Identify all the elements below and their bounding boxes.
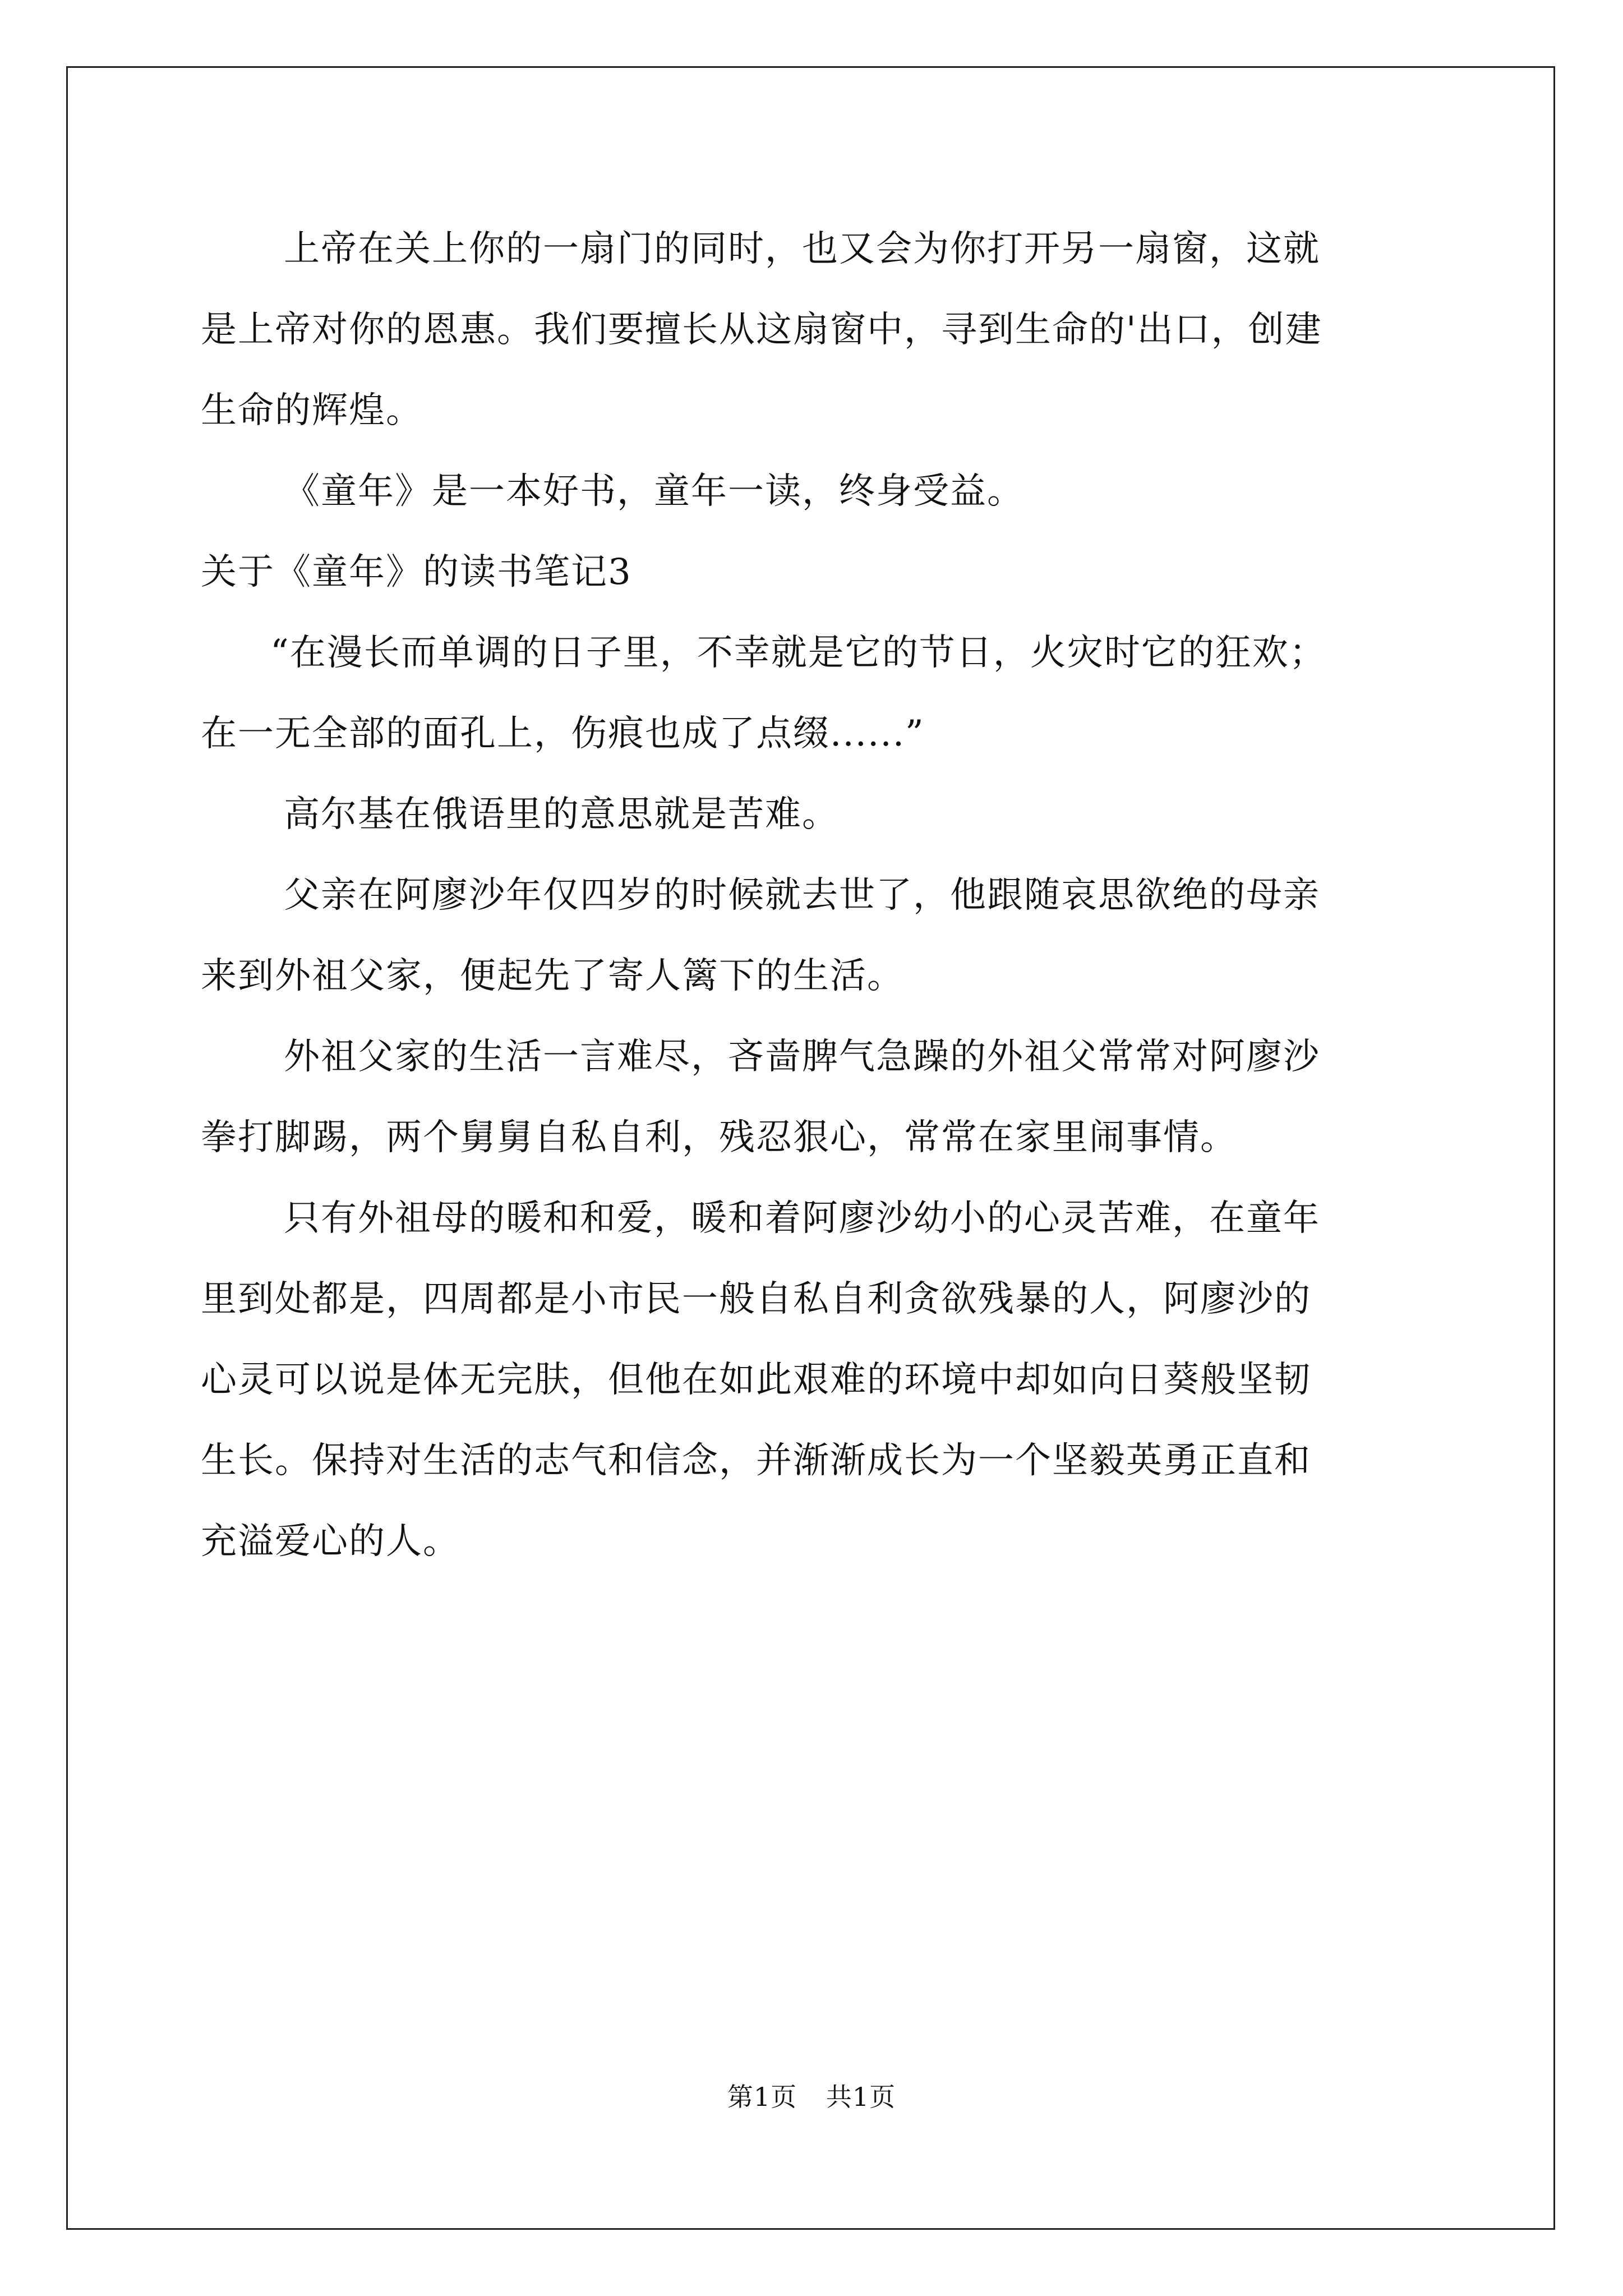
page-total: 共1页 <box>826 2082 896 2112</box>
paragraph-line: 是上帝对你的恩惠。我们要擅长从这扇窗中，寻到生命的'出口，创建 <box>201 309 1322 351</box>
paragraph-line: 上帝在关上你的一扇门的同时，也又会为你打开另一扇窗，这就 <box>284 228 1320 270</box>
paragraph-line: 《童年》是一本好书，童年一读，终身受益。 <box>284 471 1024 512</box>
page-number: 第1页 <box>727 2082 797 2112</box>
paragraph-line: 生命的辉煌。 <box>201 390 423 431</box>
paragraph-line: 拳打脚踢，两个舅舅自私自利，残忍狠心，常常在家里闹事情。 <box>201 1117 1237 1158</box>
document-body <box>201 209 1451 1582</box>
page-footer <box>0 2080 1623 2114</box>
quote-line: 在一无全部的面孔上，伤痕也成了点缀......” <box>201 713 925 754</box>
paragraph-line: 高尔基在俄语里的意思就是苦难。 <box>284 794 839 835</box>
quote-line: “在漫长而单调的日子里，不幸就是它的节日，火灾时它的狂欢； <box>270 632 1326 674</box>
paragraph-line: 父亲在阿廖沙年仅四岁的时候就去世了，他跟随哀思欲绝的母亲 <box>284 875 1320 916</box>
paragraph-line: 生长。保持对生活的志气和信念，并渐渐成长为一个坚毅英勇正直和 <box>201 1440 1311 1481</box>
paragraph-line: 心灵可以说是体无完肤，但他在如此艰难的环境中却如向日葵般坚韧 <box>201 1359 1311 1401</box>
paragraph-line: 里到处都是，四周都是小市民一般自私自利贪欲残暴的人，阿廖沙的 <box>201 1278 1311 1320</box>
paragraph-line: 来到外祖父家，便起先了寄人篱下的生活。 <box>201 955 904 997</box>
section-heading: 关于《童年》的读书笔记3 <box>201 551 632 593</box>
paragraph-line: 外祖父家的生活一言难尽，吝啬脾气急躁的外祖父常常对阿廖沙 <box>284 1036 1320 1078</box>
paragraph-line: 充溢爱心的人。 <box>201 1521 460 1562</box>
paragraph-line: 只有外祖母的暖和和爱，暖和着阿廖沙幼小的心灵苦难，在童年 <box>284 1198 1320 1239</box>
